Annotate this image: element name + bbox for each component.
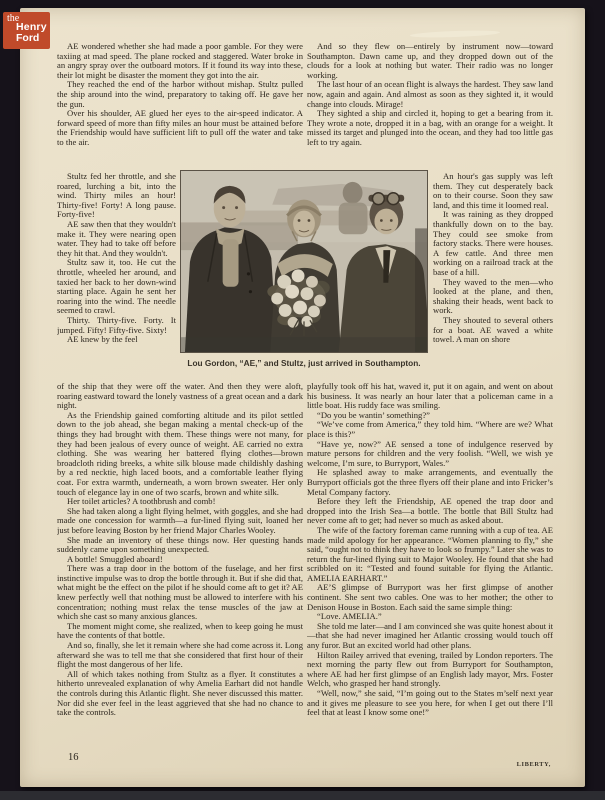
paragraph: playfully took off his hat, waved it, put it on again, and went on about his business. It was nearly an hour later that a policeman came in a little boat. His ruddy face was smiling. bbox=[307, 382, 553, 411]
paragraph: They shouted to several others for a boat. AE waved a white towel. A man on shore bbox=[433, 314, 553, 345]
left-column-beside-photo-text bbox=[57, 172, 176, 381]
paragraph: Over his shoulder, AE glued her eyes to the air-speed indicator. A forward speed of more than fifty miles an hour must be attained before the Friendship would have sufficient lift to pull off the water and take to the air. bbox=[57, 108, 303, 147]
paragraph: Stultz fed her throttle, and she roared, lurching a bit, into the wind. Thirty miles an hour! Thirty-five! Forty! A long pause. Forty-five! bbox=[57, 172, 176, 220]
paper-crease bbox=[410, 29, 500, 38]
paragraph: As the Friendship gained comforting altitude and its pilot settled down to the job ahead, she began making a mental check-up of the things they had brought with them. These things were not many, for they had been jealous of every ounce of weight. AE carried no extra clothing. She was wearing her battered flying clothes—brown broadcloth riding breeks, a white silk blouse made childishly dashing by a red necktie, high laced boots, and a comfortable leather flying coat. For extra warmth, underneath, a worn brown sweater. Her only touch of elegance lay in one of two scarfs, brown and white silk. bbox=[57, 409, 303, 497]
paragraph: AE wondered whether she had made a poor gamble. For they were taxiing at mad speed. The plane rocked and staggered. Water broke in an angry spray over the outboard motors. If it found its way into these, their lot might be disaster the moment they got into the air. bbox=[57, 42, 303, 80]
right-column-bottom-text bbox=[307, 382, 553, 753]
paragraph: The moment might come, she realized, when to keep going he must have the contents of that bottle. bbox=[57, 620, 303, 641]
logo-word-the: the bbox=[7, 13, 20, 24]
scan-bottom-edge bbox=[0, 791, 605, 800]
paragraph: AE saw then that they wouldn't make it. They were nearing open water. They had to take off before they hit that. And they wouldn't. bbox=[57, 218, 176, 258]
paragraph: Hilton Railey arrived that evening, trailed by London reporters. The next morning the party flew out from Burryport for Southampton, where AE had her first glimpse of an English lady mayor, Mrs. Foster Welch, who grasped her hand strongly. bbox=[307, 649, 553, 689]
photo-caption: Lou Gordon, “AE,” and Stultz, just arrived in Southampton. bbox=[187, 358, 421, 368]
paragraph: A bottle! Smuggled aboard! bbox=[67, 553, 163, 564]
henry-ford-archive-logo bbox=[3, 12, 50, 49]
paragraph: An hour's gas supply was left them. They cut desperately back on to their course. Soon they saw land, and this time it loomed real. bbox=[433, 172, 553, 210]
paragraph: All of which takes nothing from Stultz as a flyer. It constitutes a hitherto unrevealed explanation of why Amelia Earhart did not handle the controls during this Atlantic flight. She never discussed this matter. Nor did she ever feel in the least aggrieved that she had no chance to take the controls. bbox=[57, 668, 303, 718]
aviators-photo bbox=[180, 170, 428, 353]
logo-word-henry: Henry bbox=[16, 21, 47, 33]
paragraph: AE knew by the feel bbox=[67, 334, 138, 345]
left-column-top-text bbox=[57, 42, 303, 171]
logo-word-ford: Ford bbox=[16, 32, 40, 44]
photo-figure bbox=[180, 170, 428, 368]
paragraph: Thirty. Thirty-five. Forty. It jumped. Fifty! Fifty-five. Sixty! bbox=[57, 314, 176, 335]
paragraph: They waved to the men—who looked at the plane, and then, shaking their heads, went back to work. bbox=[433, 276, 553, 316]
paragraph: The last hour of an ocean flight is always the hardest. They saw land now, again and again. And almost as soon as they sighted it, it would change into clouds. Mirage! bbox=[307, 79, 553, 109]
paragraph: And so they flew on—entirely by instrument now—toward Southampton. Dawn came up, and they dropped down out of the clouds for a look at nothing but water. Their radio was no longer working. bbox=[307, 42, 553, 80]
paragraph: “Have ye, now?” AE sensed a tone of indulgence reserved by mature persons for children and the very foolish. “Well, we wish ye welcome, I’m sure, to Burryport, Wales.” bbox=[307, 438, 553, 468]
paragraph: “Love. AMELIA.” bbox=[317, 611, 382, 622]
magazine-name-footer: LIBERTY, bbox=[516, 761, 551, 768]
paragraph: She told me later—and I am convinced she was quite honest about it—that she had never imagined her Atlantic crossing would touch off any furor. But an excited world had other plans. bbox=[307, 620, 553, 651]
paragraph: “We’ve come from America,” they told him. “Where are we? What place is this?” bbox=[307, 419, 553, 439]
paragraph: Her toilet articles? A toothbrush and comb! bbox=[67, 496, 216, 507]
paragraph: Before they left the Friendship, AE opened the trap door and dropped into the Irish Sea—a bottle. The bottle that Bill Stultz had never come aft to get; had never so much as asked about. bbox=[307, 496, 553, 526]
page-number: 16 bbox=[68, 752, 79, 763]
paragraph: Stultz saw it, too. He cut the throttle, wheeled her around, and taxied her back to her down-wind starting place. Again he sent her roaring into the wind. The needle seemed to crawl. bbox=[57, 257, 176, 316]
paragraph: The wife of the factory foreman came running with a cup of tea. AE made mild apology for her appearance. “Women planning to fly,” she said, “ought not to think they have to look so frumpy.” Later she was to return the fur-lined flying suit to Major Wooley. He found that she had scribbled on it: “Tested and found suitable for flying the Atlantic. AMELIA EARHART.” bbox=[307, 524, 553, 583]
paragraph: It was raining as they dropped thankfully down on to the bay. They could see smoke from factory stacks. There were houses. A few cattle. And three men working on a railroad track at the base of a hill. bbox=[433, 209, 553, 277]
left-column-bottom-text bbox=[57, 382, 303, 753]
paragraph: There was a trap door in the bottom of the fuselage, and her first instinctive impulse was to drop the bottle through it. But if she did that, what might be the effect on the pilot if he should come aft to get it? AE knew perfectly well that nothing must be allowed to interfere with his concentration; nothing must relax the tense muscles of the jaw at which she cast so many anxious glances. bbox=[57, 563, 303, 622]
right-column-beside-photo-text bbox=[433, 172, 553, 381]
paragraph: They reached the end of the harbor without mishap. Stultz pulled the ship around into the wind, preparatory to taking off. He gave her the gun. bbox=[57, 79, 303, 109]
magazine-page bbox=[20, 8, 585, 787]
paragraph: He splashed away to make arrangements, and eventually the Burryport officials got the three flyers off their plane and into Fricker’s Metal Company factory. bbox=[307, 467, 553, 497]
paragraph: AE’S glimpse of Burryport was her first glimpse of another continent. She sent two cables. One was to her mother; the other to Denison House in Boston. Each said the same simple thing: bbox=[307, 582, 553, 612]
paragraph: And so, finally, she let it remain where she had come across it. Long afterward she was to tell me that she considered that first hour of their flight the most dangerous of her life. bbox=[57, 640, 303, 670]
paragraph: She had taken along a light flying helmet, with goggles, and she had made one concession for warmth—a fur-lined flying suit, loaned her just before leaving Boston by her friend Major Charles Wooley. bbox=[57, 505, 303, 535]
paragraph: of the ship that they were off the water. And then they were aloft, roaring eastward toward the lonely vastness of a great ocean and a dark night. bbox=[57, 382, 303, 411]
paragraph: She made an inventory of these things now. Her questing hands suddenly came upon something unexpected. bbox=[57, 534, 303, 555]
paragraph: “Do you be wantin’ something?” bbox=[317, 409, 430, 420]
right-column-top-text bbox=[307, 42, 553, 171]
paragraph: “Well, now,” she said, “I’m going out to the States m’self next year and it gives me pleasure to see you here, for when I get out there I’ll feel that at least I know some one!” bbox=[307, 688, 553, 718]
paragraph: They sighted a ship and circled it, hoping to get a bearing from it. They wrote a note, dropped it in a bag, with an orange for a weight. It missed its target and plunged into the ocean, and they had too little gas left to try again. bbox=[307, 108, 553, 147]
